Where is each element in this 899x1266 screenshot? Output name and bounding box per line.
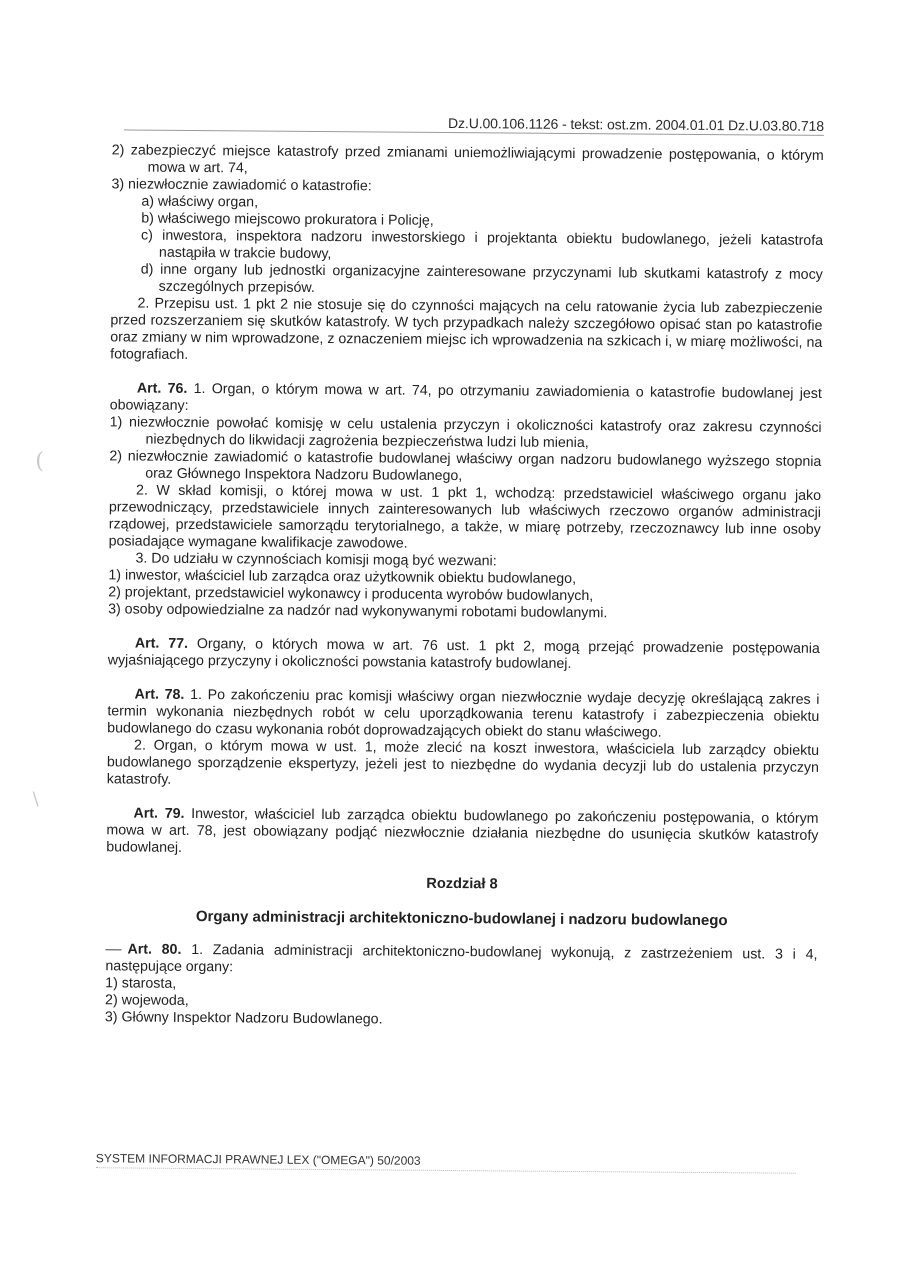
scan-mark-left-lower: \	[32, 788, 39, 810]
art76-ust-1	[110, 380, 822, 420]
header-citation: Dz.U.00.106.1126 - tekst: ost.zm. 2004.01.01 Dz.U.03.80.718	[447, 114, 825, 134]
art79-body: Inwestor, właściciel lub zarządca obiektu budowlanego po zakończeniu postępowania, o którym mowa w art. 78, jest obowiązany podjąć niezwłocznie działania niezbędne do usunięcia skutków katastrofy budowlanej.	[106, 805, 819, 856]
art76-ust3-point-2: 2) projektant, przedstawiciel wykonawcy i producenta wyrobów budowlanych,	[108, 584, 594, 605]
art75-ust-2: 2. Przepisu ust. 1 pkt 2 nie stosuje się do czynności mających na celu ratowanie życia lub zabezpieczenie przed rozszerzaniem się skutków katastrofy. W tych przypadkach należy szczegółowo opisać stan po katastrofie oraz zmiany w nim wprowadzone, z oznaczeniem miejsc ich wprowadzenia na szkicach i, w miarę możliwości, na fotografiach.	[110, 295, 823, 363]
art79-text	[106, 805, 818, 862]
art77-heading: Art. 77.	[134, 635, 189, 652]
art76-ust3-point-1: 1) inwestor, właściciel lub zarządca oraz użytkownik obiektu budowlanego,	[108, 567, 577, 587]
art75-point-3: 3) niezwłocznie zawiadomić o katastrofie:	[111, 176, 372, 195]
art76-point-2: 2) niezwłocznie zawiadomić o katastrofie budowlanej właściwy organ nadzoru budowlanego wyższego stopnia oraz Głównego Inspektora Nadzoru Budowlanego,	[109, 448, 822, 485]
art76-ust-1-text: 1. Organ, o którym mowa w art. 74, po otrzymaniu zawiadomienia o katastrofie budowlanej jest obowiązany:	[109, 380, 822, 414]
art80-heading: Art. 80.	[127, 941, 182, 958]
art77-body: Organy, o których mowa w art. 76 ust. 1 pkt 2, mogą przejąć prowadzenie postępowania wyjaśniającego przyczyny i okoliczności powstania katastrofy budowlanej.	[107, 635, 820, 672]
art78-ust-2: 2. Organ, o którym mowa w ust. 1, może zlecić na koszt inwestora, właściciela lub zarządcy obiektu budowlanego sporządzenie ekspertyzy, jeżeli jest to niezbędne do wydania decyzji lub do ustalenia przyczyn katastrofy.	[106, 737, 820, 788]
art75-letter-d: d) inne organy lub jednostki organizacyjne zainteresowane przyczynami lub skutkami katastrofy z mocy szczególnych przepisów.	[140, 261, 823, 296]
art78-heading: Art. 78.	[134, 686, 185, 703]
art76-ust3-point-3: 3) osoby odpowiedzialne za nadzór nad wykonywanymi robotami budowlanymi.	[108, 601, 608, 622]
art80-point-2: 2) wojewoda,	[105, 992, 189, 1009]
page-header	[124, 112, 824, 135]
art75-letter-a: a) właściwy organ,	[141, 193, 259, 211]
art75-point-2: 2) zabezpieczyć miejsce katastrofy przed zmianami uniemożliwiającymi prowadzenie postępowania, o którym mowa w art. 74,	[111, 142, 824, 177]
art80-point-3: 3) Główny Inspektor Nadzoru Budowlanego.	[104, 1009, 383, 1028]
art78-ust-1	[107, 686, 819, 743]
art76-ust-2: 2. W skład komisji, o której mowa w ust. 1 pkt 1, wchodzą: przedstawiciel właściwego organu jako przewodniczący, przedstawiciele innych zainteresowanych lub właściwych rzeczowo organów administracji rządowej, przedstawiciele samorządu terytorialnego, a także, w miarę potrzeby, rzeczoznawcy lub inne osoby posiadające wymagane kwalifikacje zawodowe.	[108, 482, 822, 552]
chapter-number: Rozdział 8	[426, 875, 498, 893]
margin-dash-mark	[105, 949, 121, 950]
art77-text	[108, 635, 820, 675]
art75-letter-c: c) inwestora, inspektora nadzoru inwestorskiego i projektanta obiektu budowlanego, jeżeli katastrofa nastąpiła w trakcie budowy,	[141, 227, 824, 263]
art75-letter-b: b) właściwego miejscowo prokuratora i Policję,	[141, 210, 434, 229]
art76-heading: Art. 76.	[136, 380, 188, 397]
art76-point-1: 1) niezwłocznie powołać komisję w celu ustalenia przyczyn i okoliczności katastrofy oraz zakresu czynności niezbędnych do likwidacji zagrożenia bezpieczeństwa ludzi lub mienia,	[109, 414, 822, 452]
art80-ust-1	[105, 941, 817, 981]
art80-point-1: 1) starosta,	[105, 975, 177, 992]
chapter-title: Organy administracji architektoniczno-budowlanej i nadzoru budowlanego	[195, 908, 728, 930]
art76-ust-3: 3. Do udziału w czynnościach komisji mogą być wezwani:	[135, 550, 497, 570]
art79-heading: Art. 79.	[133, 805, 185, 822]
document-body	[105, 142, 824, 1032]
art80-ust-1-text: 1. Zadania administracji architektoniczno-budowlanej wykonują, z zastrzeżeniem ust. 3 i 4, następujące organy:	[105, 941, 818, 976]
footer-source: SYSTEM INFORMACJI PRAWNEJ LEX ("OMEGA") 50/2003	[95, 1151, 421, 1168]
art78-ust-1-text: 1. Po zakończeniu prac komisji właściwy organ niezwłocznie wydaje decyzję określającą zakres i termin wykonania niezbędnych robót w celu uporządkowania terenu katastrofy i zabezpieczenia obiektu budowlanego do czasu wykonania robót doprowadzających obiekt do stanu właściwego.	[107, 686, 820, 741]
page-footer	[96, 1150, 796, 1173]
scan-mark-left: (	[35, 448, 45, 474]
